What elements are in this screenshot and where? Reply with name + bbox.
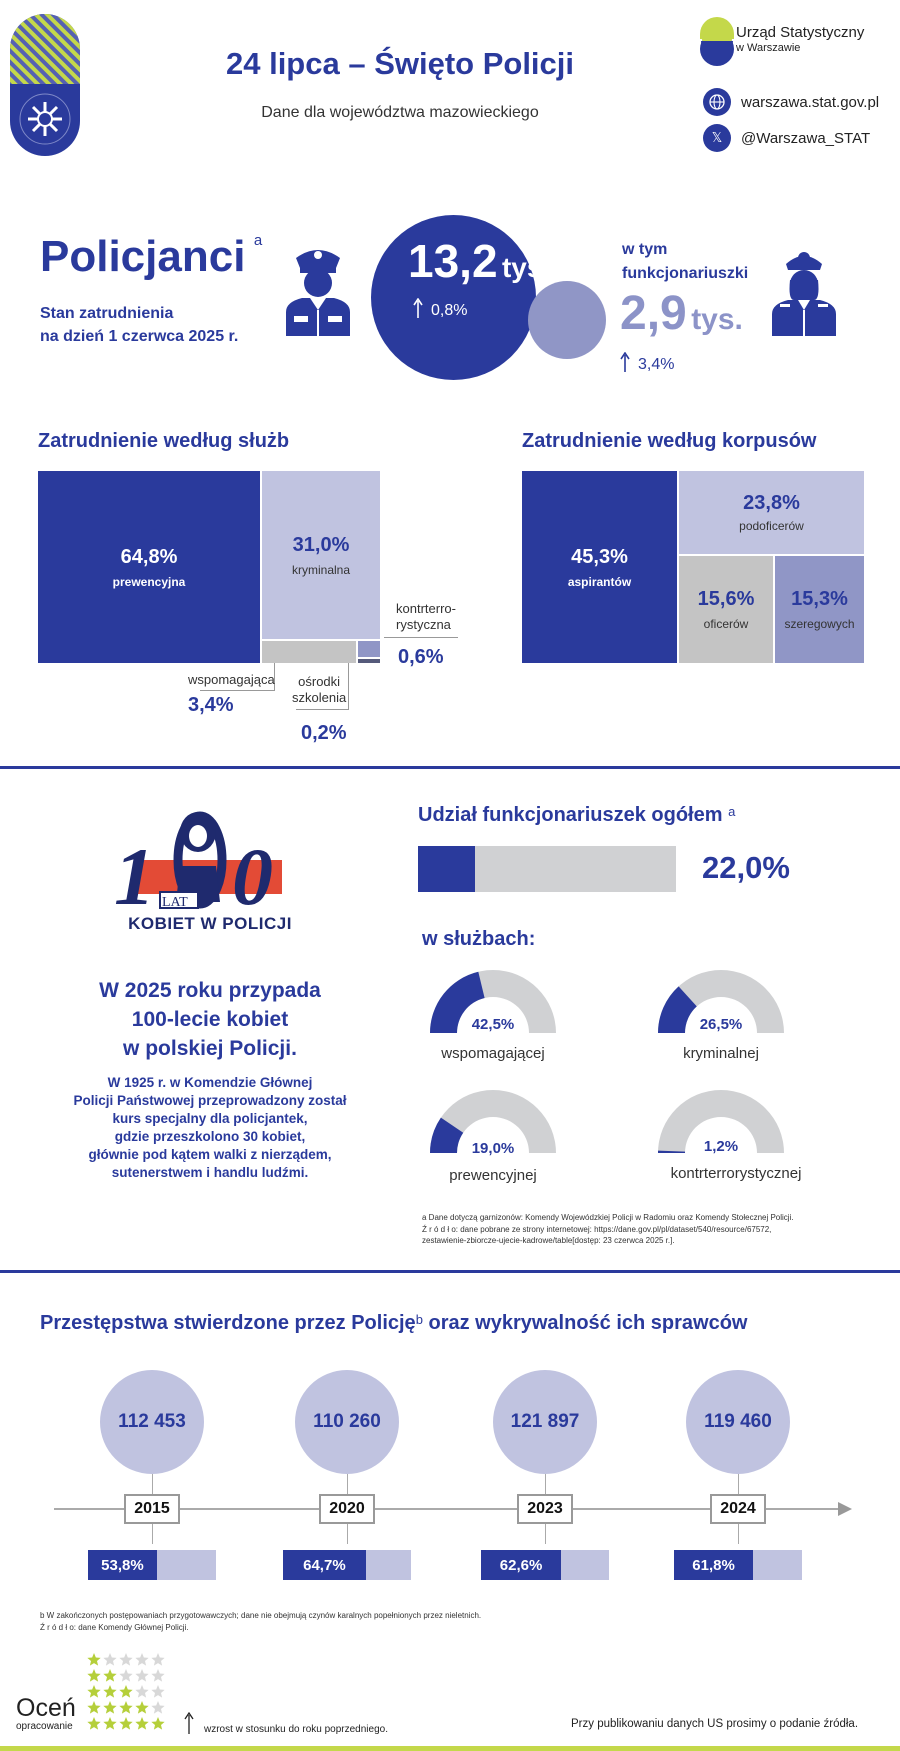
year-label: 2020 bbox=[319, 1494, 375, 1524]
women-label-line1: w tym bbox=[622, 241, 668, 258]
crime-count: 119 460 bbox=[704, 1411, 772, 1432]
anniversary-heading-line2: 100-lecie kobiet bbox=[131, 1008, 289, 1031]
women-label-line2: funkcjonariuszki bbox=[622, 265, 749, 282]
women-value bbox=[620, 286, 743, 341]
svg-text:0: 0 bbox=[232, 831, 273, 922]
treemap-value: 15,6% bbox=[697, 588, 755, 610]
treemap-label: oficerów bbox=[703, 617, 749, 631]
gauge-label: kryminalnej bbox=[683, 1045, 759, 1062]
leader-line bbox=[384, 637, 458, 638]
org-name-sub: w Warszawie bbox=[736, 41, 801, 54]
year-label: 2023 bbox=[517, 1494, 573, 1524]
rating-stars[interactable] bbox=[86, 1652, 170, 1739]
logo-lat-text: LAT bbox=[162, 895, 188, 910]
women-share-bar-fill bbox=[418, 846, 475, 892]
detection-value: 61,8% bbox=[692, 1556, 735, 1574]
rating-star-icon[interactable] bbox=[87, 1685, 100, 1698]
detection-bar-fill bbox=[88, 1550, 157, 1580]
svg-text:1: 1 bbox=[114, 831, 155, 922]
gauge-value: 19,0% bbox=[471, 1140, 515, 1157]
corps-title: Zatrudnienie według korpusów bbox=[522, 430, 817, 452]
source-b: Ź r ó d ł o: dane Komendy Głównej Policji. bbox=[40, 1622, 189, 1632]
rating-star-icon[interactable] bbox=[135, 1653, 148, 1666]
source-a-line2: zestawienie-zbiorcze-ujecie-kadrowe/table[dostęp: 23 czerwca 2025 r.]. bbox=[422, 1236, 675, 1246]
treemap-value: 64,8% bbox=[120, 545, 178, 568]
women-share-title-text: Udział funkcjonariuszek ogółem bbox=[418, 804, 723, 826]
treemap-cell-prewencyjna bbox=[38, 471, 260, 663]
detection-bar bbox=[88, 1550, 216, 1580]
page-title: 24 lipca – Święto Policji bbox=[225, 46, 575, 81]
leader-line bbox=[200, 690, 274, 691]
total-unit: tys. bbox=[501, 252, 551, 283]
source-a-line1: Ź r ó d ł o: dane pobrane ze strony internetowej: https://dane.gov.pl/pl/dataset/540/resource/67572, bbox=[422, 1224, 772, 1234]
services-title: Zatrudnienie według służb bbox=[38, 430, 290, 452]
website-text: warszawa.stat.gov.pl bbox=[741, 93, 880, 111]
treemap-value: 15,3% bbox=[791, 588, 848, 610]
rating-star-icon[interactable] bbox=[87, 1653, 100, 1666]
website-link[interactable] bbox=[703, 88, 879, 116]
rating-star-icon[interactable] bbox=[151, 1701, 164, 1714]
anniversary-heading-line1: W 2025 roku przypada bbox=[99, 979, 321, 1002]
year-label: 2024 bbox=[710, 1494, 766, 1524]
page-subtitle: Dane dla województwa mazowieckiego bbox=[261, 104, 539, 121]
treemap-cell-kryminalna bbox=[262, 471, 380, 639]
treemap-cell-aspirantow bbox=[522, 471, 677, 663]
rating-star-icon[interactable] bbox=[103, 1701, 116, 1714]
gauge-value: 26,5% bbox=[699, 1016, 743, 1033]
rating-star-icon[interactable] bbox=[151, 1653, 164, 1666]
rating-star-icon[interactable] bbox=[135, 1717, 148, 1730]
callout-label bbox=[292, 674, 346, 706]
callout-label-line1: ośrodki bbox=[298, 674, 341, 689]
treemap-cell-wspomagajaca bbox=[262, 641, 356, 663]
gauge-value: 1,2% bbox=[703, 1138, 739, 1155]
section-divider bbox=[0, 1270, 900, 1273]
women-share-bar bbox=[418, 846, 676, 892]
publish-note: Przy publikowaniu danych US prosimy o podanie źródła. bbox=[571, 1718, 859, 1730]
policeman-icon bbox=[282, 240, 354, 336]
callout-label-line2: szkolenia bbox=[292, 690, 347, 705]
treemap-cell-podoficerow bbox=[679, 471, 864, 554]
gauge-label: kontrterrorystycznej bbox=[670, 1165, 802, 1182]
rating-star-icon[interactable] bbox=[103, 1685, 116, 1698]
callout-label-line1: kontrterro- bbox=[396, 601, 456, 616]
rating-star-icon[interactable] bbox=[103, 1717, 116, 1730]
rating-star-icon[interactable] bbox=[119, 1717, 132, 1730]
women-share-title bbox=[418, 804, 735, 827]
crime-count-circle bbox=[295, 1370, 399, 1474]
timeline-arrow-icon bbox=[838, 1501, 854, 1522]
rating-star-icon[interactable] bbox=[135, 1685, 148, 1698]
crime-count-circle bbox=[493, 1370, 597, 1474]
anniversary-body bbox=[30, 1074, 390, 1182]
anniversary-body-line: sutenerstwem i handlu ludźmi. bbox=[111, 1165, 309, 1180]
crime-count-circle bbox=[686, 1370, 790, 1474]
gauge-label: prewencyjnej bbox=[449, 1167, 537, 1184]
arrow-up-icon bbox=[413, 298, 423, 323]
rating-star-icon[interactable] bbox=[151, 1717, 164, 1730]
anniversary-body-line: W 1925 r. w Komendzie Głównej bbox=[107, 1075, 313, 1090]
detection-bar bbox=[481, 1550, 609, 1580]
anniversary-body-line: kurs specjalny dla policjantek, bbox=[112, 1111, 308, 1126]
rating-star-icon[interactable] bbox=[135, 1669, 148, 1682]
women-change bbox=[620, 352, 674, 377]
crime-count-circle bbox=[100, 1370, 204, 1474]
women-share-title-sup: a bbox=[728, 804, 736, 819]
in-services-title: w służbach: bbox=[422, 928, 536, 950]
crime-count: 112 453 bbox=[118, 1411, 186, 1432]
treemap-label: podoficerów bbox=[739, 519, 804, 533]
footnote-b bbox=[40, 1610, 840, 1633]
rating-star-icon[interactable] bbox=[119, 1685, 132, 1698]
treemap-cell-oficerow bbox=[679, 556, 773, 663]
treemap-value: 45,3% bbox=[571, 545, 628, 568]
rate-subtitle: opracowanie bbox=[16, 1721, 73, 1732]
detection-value: 53,8% bbox=[101, 1556, 144, 1574]
footnote-a bbox=[422, 1212, 882, 1247]
treemap-cell-szeregowych bbox=[775, 556, 864, 663]
crime-count: 121 897 bbox=[510, 1411, 580, 1432]
treemap-value: 31,0% bbox=[292, 533, 350, 556]
org-name-main: Urząd Statystyczny bbox=[736, 24, 865, 41]
women-label bbox=[622, 238, 748, 286]
crimes-title-part2: oraz wykrywalność ich sprawców bbox=[422, 1312, 748, 1334]
callout-label-line2: rystyczna bbox=[396, 617, 451, 632]
women-share-value: 22,0% bbox=[702, 850, 790, 885]
police-label bbox=[40, 232, 262, 282]
rating-star-icon[interactable] bbox=[151, 1685, 164, 1698]
police-label-sup: a bbox=[253, 232, 263, 249]
anniversary-body-line: Policji Państwowej przeprowadzony został bbox=[73, 1093, 347, 1108]
police-desc-line1: Stan zatrudnienia bbox=[40, 305, 174, 322]
rating-star-icon[interactable] bbox=[119, 1669, 132, 1682]
rating-star-icon[interactable] bbox=[87, 1701, 100, 1714]
rating-star-icon[interactable] bbox=[119, 1701, 132, 1714]
arrow-up-icon bbox=[184, 1712, 194, 1737]
detection-bar bbox=[674, 1550, 802, 1580]
footer-green-stripe bbox=[0, 1746, 900, 1751]
crimes-title-sup: b bbox=[415, 1312, 423, 1327]
detection-value: 64,7% bbox=[303, 1556, 346, 1574]
rate-widget[interactable] bbox=[16, 1694, 76, 1732]
year-label: 2015 bbox=[124, 1494, 180, 1524]
anniversary-body-line: gdzie przeszkolono 30 kobiet, bbox=[114, 1129, 306, 1144]
women-number: 2,9 bbox=[620, 287, 687, 340]
women-small-circle bbox=[528, 281, 606, 359]
gauge-label: wspomagającej bbox=[441, 1045, 545, 1062]
total-value bbox=[408, 234, 550, 288]
logo-caption: KOBIET W POLICJI bbox=[128, 914, 292, 933]
callout-value: 0,2% bbox=[301, 722, 347, 744]
callout-value: 3,4% bbox=[188, 694, 234, 716]
policewoman-icon bbox=[768, 240, 840, 336]
callout-label: wspomagająca bbox=[188, 672, 275, 687]
crimes-title bbox=[40, 1312, 748, 1335]
detection-value: 62,6% bbox=[499, 1556, 543, 1574]
treemap-cell-osrodki bbox=[358, 659, 380, 663]
police-desc bbox=[40, 302, 238, 348]
globe-icon bbox=[703, 88, 731, 116]
gauge-value: 42,5% bbox=[471, 1016, 515, 1033]
treemap-label: prewencyjna bbox=[112, 574, 186, 589]
treemap-label: kryminalna bbox=[291, 562, 351, 577]
twitter-text: @Warszawa_STAT bbox=[741, 129, 871, 147]
section-divider bbox=[0, 766, 900, 769]
logo-badge bbox=[10, 14, 80, 156]
treemap-label: szeregowych bbox=[784, 617, 855, 631]
anniversary-heading bbox=[40, 976, 380, 1063]
women-unit: tys. bbox=[691, 303, 743, 336]
treemap-label: aspirantów bbox=[567, 574, 632, 589]
treemap-value: 23,8% bbox=[743, 492, 800, 514]
rating-star-icon[interactable] bbox=[103, 1669, 116, 1682]
women-change-value: 3,4% bbox=[638, 355, 675, 373]
rating-star-icon[interactable] bbox=[103, 1653, 116, 1666]
detection-bar-fill bbox=[283, 1550, 366, 1580]
rating-star-icon[interactable] bbox=[87, 1717, 100, 1730]
detection-bar bbox=[283, 1550, 411, 1580]
detection-bar-fill bbox=[674, 1550, 753, 1580]
treemap-cell-kontrterrorystyczna bbox=[358, 641, 380, 657]
callout-label bbox=[396, 601, 456, 633]
anniversary-heading-line3: w polskiej Policji. bbox=[123, 1037, 297, 1060]
leader-line bbox=[348, 663, 349, 710]
anniversary-body-line: głównie pod kątem walki z nierządem, bbox=[88, 1147, 332, 1162]
crimes-title-part1: Przestępstwa stwierdzone przez Policję bbox=[40, 1312, 416, 1334]
twitter-link[interactable] bbox=[703, 124, 870, 152]
org-logo-icon bbox=[700, 17, 734, 67]
legend-text: wzrost w stosunku do roku poprzedniego. bbox=[204, 1724, 388, 1735]
footnote-a-text: a Dane dotyczą garnizonów: Komendy Wojewódzkiej Policji w Radomiu oraz Komendy Stołecznej Policji. bbox=[422, 1213, 794, 1222]
org-name bbox=[736, 25, 864, 54]
x-logo-icon: 𝕏 bbox=[703, 124, 731, 152]
footnote-b-text: b W zakończonych postępowaniach przygotowawczych; dane nie obejmują czynów karalnych popełnionych przez nieletnich. bbox=[40, 1611, 482, 1620]
rating-star-icon[interactable] bbox=[87, 1669, 100, 1682]
rating-star-icon[interactable] bbox=[119, 1653, 132, 1666]
leader-line bbox=[296, 709, 348, 710]
crime-count: 110 260 bbox=[313, 1411, 381, 1432]
detection-bar-fill bbox=[481, 1550, 561, 1580]
callout-value: 0,6% bbox=[398, 646, 444, 668]
police-desc-line2: na dzień 1 czerwca 2025 r. bbox=[40, 328, 239, 345]
total-number: 13,2 bbox=[408, 235, 498, 287]
police-label-text: Policjanci bbox=[40, 232, 246, 281]
rate-title: Oceń bbox=[16, 1694, 76, 1722]
arrow-up-icon bbox=[620, 352, 630, 377]
total-change-value: 0,8% bbox=[431, 301, 468, 319]
legend-increase bbox=[184, 1712, 388, 1737]
rating-star-icon[interactable] bbox=[135, 1701, 148, 1714]
rating-star-icon[interactable] bbox=[151, 1669, 164, 1682]
total-change bbox=[413, 298, 467, 323]
